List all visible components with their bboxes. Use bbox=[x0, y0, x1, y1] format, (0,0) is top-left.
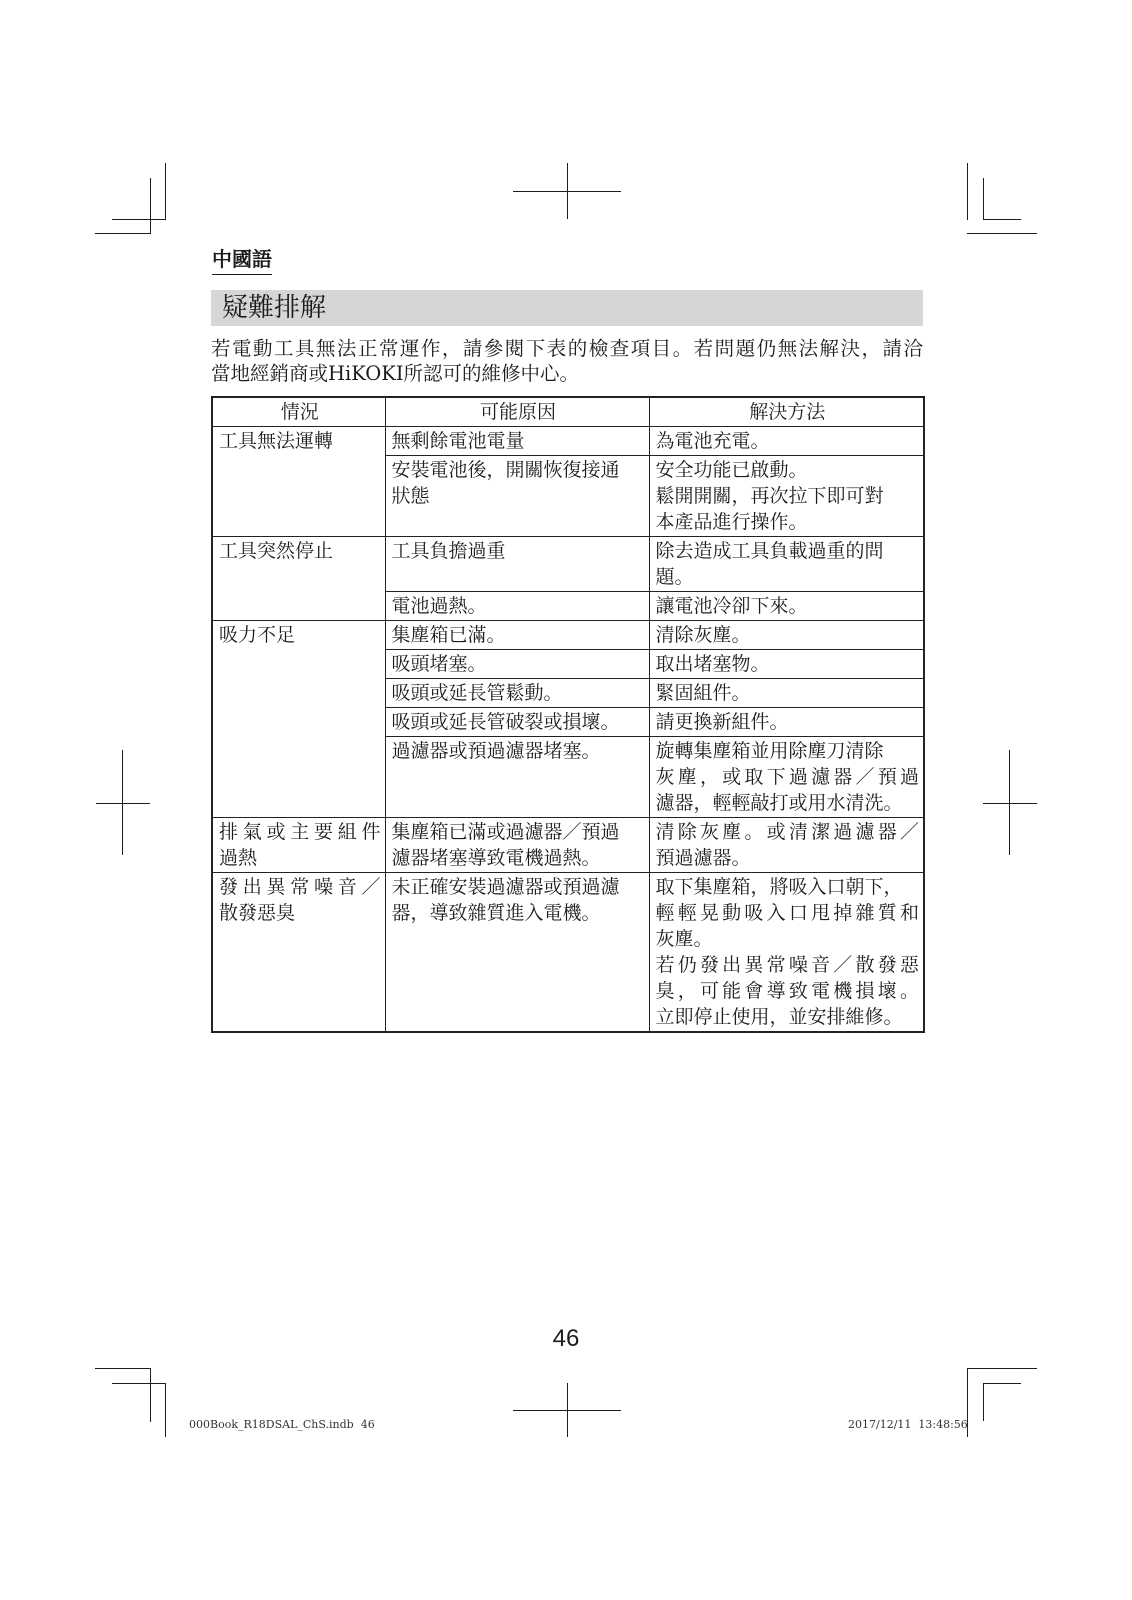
cell-line: 吸力不足 bbox=[219, 624, 296, 646]
cell-line: 讓電池冷卻下來。 bbox=[655, 595, 808, 617]
cell-line: 為電池充電。 bbox=[655, 430, 770, 452]
intro-paragraph bbox=[211, 336, 923, 386]
cell-line: 清除灰塵。或清潔過濾器／ bbox=[655, 821, 919, 843]
table-row bbox=[212, 873, 924, 1033]
solution-cell bbox=[649, 708, 924, 737]
cell-line: 工具負擔過重 bbox=[391, 540, 506, 562]
solution-cell bbox=[649, 621, 924, 650]
language-label: 中國語 bbox=[212, 247, 272, 275]
cell-line: 濾器堵塞導致電機過熱。 bbox=[391, 847, 601, 869]
cell-line: 灰塵，或取下過濾器／預過 bbox=[655, 766, 919, 788]
cell-line: 集塵箱已滿或過濾器／預過 bbox=[391, 821, 620, 843]
cell-line: 排氣或主要組件 bbox=[219, 821, 381, 843]
column-header-situation: 情況 bbox=[212, 397, 385, 427]
situation-cell bbox=[212, 537, 385, 621]
cell-line: 無剩餘電池電量 bbox=[391, 430, 525, 452]
cell-line: 過濾器或預過濾器堵塞。 bbox=[391, 740, 601, 762]
solution-cell bbox=[649, 427, 924, 456]
cause-cell bbox=[385, 650, 649, 679]
cell-line: 緊固組件。 bbox=[655, 682, 751, 704]
page-number: 46 bbox=[552, 1325, 580, 1352]
solution-cell bbox=[649, 818, 924, 873]
cell-line: 鬆開開關，再次拉下即可對 bbox=[655, 485, 884, 507]
solution-cell bbox=[649, 592, 924, 621]
cell-line: 安裝電池後，開關恢復接通 bbox=[391, 459, 620, 481]
table-row bbox=[212, 537, 924, 592]
cell-line: 濾器，輕輕敲打或用水清洗。 bbox=[655, 792, 903, 814]
intro-line: 當地經銷商或HiKOKI所認可的維修中心。 bbox=[211, 362, 580, 385]
cell-line: 發出異常噪音／ bbox=[219, 876, 381, 898]
cause-cell bbox=[385, 708, 649, 737]
solution-cell bbox=[649, 456, 924, 537]
column-header-cause: 可能原因 bbox=[385, 397, 649, 427]
solution-cell bbox=[649, 737, 924, 818]
cause-cell bbox=[385, 679, 649, 708]
cell-line: 本產品進行操作。 bbox=[655, 511, 808, 533]
situation-cell bbox=[212, 427, 385, 537]
cause-cell bbox=[385, 537, 649, 592]
cell-line: 預過濾器。 bbox=[655, 847, 751, 869]
intro-line: 若電動工具無法正常運作，請參閱下表的檢查項目。若問題仍無法解決，請洽 bbox=[211, 337, 923, 360]
table-row bbox=[212, 427, 924, 456]
cell-line: 未正確安裝過濾器或預過濾 bbox=[391, 876, 620, 898]
solution-cell bbox=[649, 873, 924, 1033]
cell-line: 吸頭堵塞。 bbox=[391, 653, 487, 675]
cell-line: 灰塵。 bbox=[655, 928, 713, 950]
cell-line: 立即停止使用，並安排維修。 bbox=[655, 1006, 903, 1028]
cause-cell bbox=[385, 621, 649, 650]
table-row bbox=[212, 818, 924, 873]
cell-line: 輕輕晃動吸入口甩掉雜質和 bbox=[655, 902, 919, 924]
cell-line: 臭，可能會導致電機損壞。 bbox=[655, 980, 919, 1002]
cell-line: 安全功能已啟動。 bbox=[655, 459, 808, 481]
situation-cell bbox=[212, 873, 385, 1033]
table-header-row bbox=[212, 397, 924, 427]
solution-cell bbox=[649, 650, 924, 679]
cell-line: 狀態 bbox=[391, 485, 430, 507]
cell-line: 除去造成工具負載過重的問 bbox=[655, 540, 884, 562]
cause-cell bbox=[385, 873, 649, 1033]
column-header-solution: 解決方法 bbox=[649, 397, 924, 427]
table-row bbox=[212, 621, 924, 650]
section-title: 疑難排解 bbox=[222, 293, 327, 323]
cause-cell bbox=[385, 456, 649, 537]
footer-timestamp: 2017/12/11 13:48:56 bbox=[848, 1418, 968, 1431]
cell-line: 若仍發出異常噪音／散發惡 bbox=[655, 954, 919, 976]
cell-line: 取下集塵箱，將吸入口朝下， bbox=[655, 876, 903, 898]
cell-line: 請更換新組件。 bbox=[655, 711, 789, 733]
section-banner bbox=[211, 290, 923, 326]
cell-line: 吸頭或延長管破裂或損壞。 bbox=[391, 711, 620, 733]
solution-cell bbox=[649, 679, 924, 708]
cell-line: 題。 bbox=[655, 566, 694, 588]
cell-line: 旋轉集塵箱並用除塵刀清除 bbox=[655, 740, 884, 762]
situation-cell bbox=[212, 621, 385, 818]
cell-line: 電池過熱。 bbox=[391, 595, 487, 617]
footer-file-slug: 000Book_R18DSAL_ChS.indb 46 bbox=[189, 1418, 375, 1431]
cell-line: 取出堵塞物。 bbox=[655, 653, 770, 675]
cell-line: 工具突然停止 bbox=[219, 540, 334, 562]
solution-cell bbox=[649, 537, 924, 592]
cell-line: 清除灰塵。 bbox=[655, 624, 751, 646]
cell-line: 工具無法運轉 bbox=[219, 430, 334, 452]
cell-line: 器，導致雜質進入電機。 bbox=[391, 902, 601, 924]
situation-cell bbox=[212, 818, 385, 873]
cause-cell bbox=[385, 818, 649, 873]
cause-cell bbox=[385, 592, 649, 621]
cell-line: 吸頭或延長管鬆動。 bbox=[391, 682, 563, 704]
troubleshooting-table bbox=[211, 396, 925, 1033]
cause-cell bbox=[385, 737, 649, 818]
cell-line: 散發惡臭 bbox=[219, 902, 296, 924]
cell-line: 集塵箱已滿。 bbox=[391, 624, 506, 646]
cause-cell bbox=[385, 427, 649, 456]
cell-line: 過熱 bbox=[219, 847, 258, 869]
